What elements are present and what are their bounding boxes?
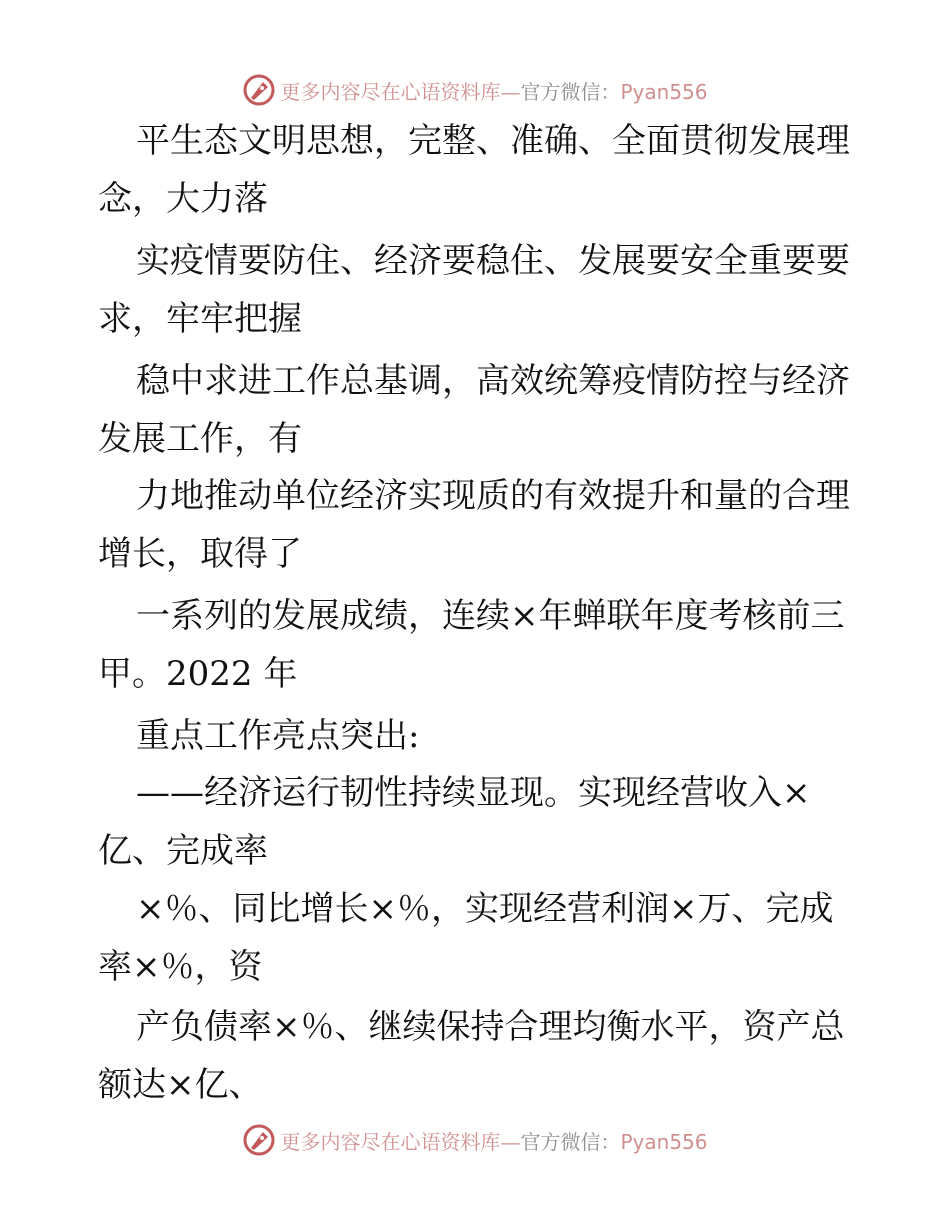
text-line: 重点工作亮点突出: <box>136 716 420 756</box>
banner-text <box>280 76 707 105</box>
text-line: 发展工作，有 <box>98 419 302 459</box>
text-line: 平生态文明思想，完整、准确、全面贯彻发展理 <box>136 121 850 161</box>
text-line: 额达×亿、 <box>98 1065 263 1105</box>
banner-text <box>280 1126 707 1155</box>
text-line: 求，牢牢把握 <box>98 299 302 339</box>
banner-separator: — <box>500 1129 521 1154</box>
text-line: 增长，取得了 <box>98 534 302 574</box>
banner-official-label: 官方微信： <box>520 1129 621 1154</box>
banner-main-text: 更多内容尽在心语资料库 <box>280 79 501 104</box>
text-line: ——经济运行韧性持续显现。实现经营收入× <box>136 773 811 813</box>
text-line: 实疫情要防住、经济要稳住、发展要安全重要要 <box>136 241 850 281</box>
text-line: 念，大力落 <box>98 179 268 219</box>
text-line: 力地推动单位经济实现质的有效提升和量的合理 <box>136 476 850 516</box>
banner-wechat-id: Pyan556 <box>620 79 708 104</box>
text-line: 一系列的发展成绩，连续×年蝉联年度考核前三 <box>136 596 845 636</box>
banner-wechat-id: Pyan556 <box>620 1129 708 1154</box>
pen-nib-logo-icon <box>242 1123 276 1157</box>
watermark-banner-top <box>0 70 950 110</box>
text-line: 稳中求进工作总基调，高效统筹疫情防控与经济 <box>136 361 850 401</box>
banner-main-text: 更多内容尽在心语资料库 <box>280 1129 501 1154</box>
banner-official-label: 官方微信： <box>520 79 621 104</box>
text-line: ×％、同比增长×％，实现经营利润×万、完成 <box>136 889 834 929</box>
text-line: 亿、完成率 <box>98 831 268 871</box>
banner-separator: — <box>500 79 521 104</box>
watermark-banner-bottom <box>0 1120 950 1160</box>
text-line: 率×％，资 <box>98 947 263 987</box>
pen-nib-logo-icon <box>242 73 276 107</box>
text-line: 产负债率×％、继续保持合理均衡水平，资产总 <box>136 1007 845 1047</box>
text-line: 甲。2022 年 <box>98 654 298 694</box>
